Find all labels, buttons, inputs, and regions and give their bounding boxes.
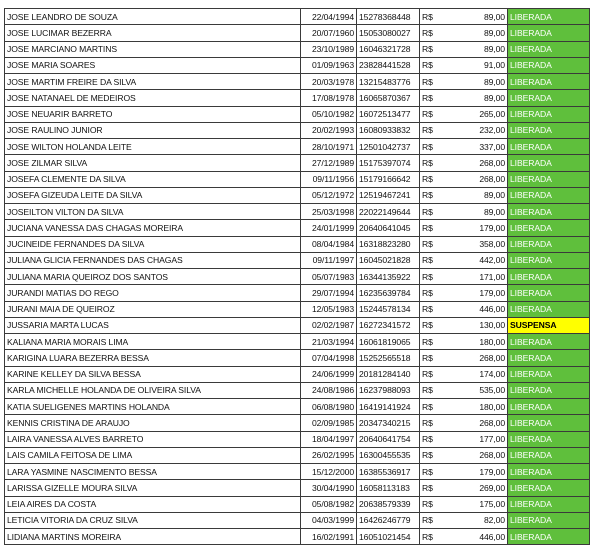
- id-number-cell: 23828441528: [357, 57, 420, 73]
- status-cell: LIBERADA: [508, 171, 590, 187]
- name-cell: LETICIA VITORIA DA CRUZ SILVA: [5, 512, 301, 528]
- table-row: [5, 204, 590, 220]
- id-number-cell: 16058113183: [357, 480, 420, 496]
- name-cell: LARA YASMINE NASCIMENTO BESSA: [5, 464, 301, 480]
- currency-cell: R$: [420, 399, 458, 415]
- currency-cell: R$: [420, 415, 458, 431]
- id-number-cell: 12519467241: [357, 187, 420, 203]
- id-number-cell: 13215483776: [357, 74, 420, 90]
- name-cell: LEIA AIRES DA COSTA: [5, 496, 301, 512]
- name-cell: JURANI MAIA DE QUEIROZ: [5, 301, 301, 317]
- name-cell: JOSE ZILMAR SILVA: [5, 155, 301, 171]
- currency-cell: R$: [420, 366, 458, 382]
- birth-date-cell: 21/03/1994: [301, 334, 357, 350]
- table-row: [5, 9, 590, 25]
- id-number-cell: 15179166642: [357, 171, 420, 187]
- currency-cell: R$: [420, 187, 458, 203]
- name-cell: LAIS CAMILA FEITOSA DE LIMA: [5, 447, 301, 463]
- amount-cell: 91,00: [458, 57, 508, 73]
- status-cell: LIBERADA: [508, 187, 590, 203]
- currency-cell: R$: [420, 464, 458, 480]
- birth-date-cell: 18/04/1997: [301, 431, 357, 447]
- birth-date-cell: 23/10/1989: [301, 41, 357, 57]
- status-cell: LIBERADA: [508, 57, 590, 73]
- table-row: [5, 464, 590, 480]
- birth-date-cell: 08/04/1984: [301, 236, 357, 252]
- table-row: [5, 106, 590, 122]
- id-number-cell: 20347340215: [357, 415, 420, 431]
- birth-date-cell: 24/01/1999: [301, 220, 357, 236]
- amount-cell: 89,00: [458, 74, 508, 90]
- name-cell: JOSEILTON VILTON DA SILVA: [5, 204, 301, 220]
- table-row: [5, 122, 590, 138]
- id-number-cell: 16426246779: [357, 512, 420, 528]
- currency-cell: R$: [420, 350, 458, 366]
- status-cell: LIBERADA: [508, 285, 590, 301]
- id-number-cell: 16419141924: [357, 399, 420, 415]
- currency-cell: R$: [420, 301, 458, 317]
- table-row: [5, 366, 590, 382]
- birth-date-cell: 02/02/1987: [301, 317, 357, 333]
- id-number-cell: 16318823280: [357, 236, 420, 252]
- amount-cell: 179,00: [458, 285, 508, 301]
- table-row: [5, 317, 590, 333]
- status-cell: LIBERADA: [508, 106, 590, 122]
- id-number-cell: 22022149644: [357, 204, 420, 220]
- status-cell: LIBERADA: [508, 512, 590, 528]
- currency-cell: R$: [420, 529, 458, 545]
- birth-date-cell: 30/04/1990: [301, 480, 357, 496]
- birth-date-cell: 04/03/1999: [301, 512, 357, 528]
- amount-cell: 446,00: [458, 529, 508, 545]
- status-cell: LIBERADA: [508, 334, 590, 350]
- currency-cell: R$: [420, 204, 458, 220]
- currency-cell: R$: [420, 9, 458, 25]
- amount-cell: 130,00: [458, 317, 508, 333]
- amount-cell: 89,00: [458, 204, 508, 220]
- table-row: [5, 187, 590, 203]
- table-row: [5, 155, 590, 171]
- birth-date-cell: 20/07/1960: [301, 25, 357, 41]
- status-cell: LIBERADA: [508, 399, 590, 415]
- birth-date-cell: 01/09/1963: [301, 57, 357, 73]
- name-cell: JOSEFA CLEMENTE DA SILVA: [5, 171, 301, 187]
- amount-cell: 177,00: [458, 431, 508, 447]
- currency-cell: R$: [420, 252, 458, 268]
- table-row: [5, 480, 590, 496]
- id-number-cell: 16237988093: [357, 382, 420, 398]
- id-number-cell: 16235639784: [357, 285, 420, 301]
- name-cell: KARIGINA LUARA BEZERRA BESSA: [5, 350, 301, 366]
- birth-date-cell: 22/04/1994: [301, 9, 357, 25]
- amount-cell: 268,00: [458, 350, 508, 366]
- amount-cell: 269,00: [458, 480, 508, 496]
- id-number-cell: 16385536917: [357, 464, 420, 480]
- birth-date-cell: 24/06/1999: [301, 366, 357, 382]
- amount-cell: 268,00: [458, 155, 508, 171]
- id-number-cell: 15053080027: [357, 25, 420, 41]
- name-cell: LAIRA VANESSA ALVES BARRETO: [5, 431, 301, 447]
- status-cell: LIBERADA: [508, 447, 590, 463]
- table-body: [5, 9, 590, 545]
- id-number-cell: 16272341572: [357, 317, 420, 333]
- name-cell: JUCINEIDE FERNANDES DA SILVA: [5, 236, 301, 252]
- name-cell: KENNIS CRISTINA DE ARAUJO: [5, 415, 301, 431]
- table-row: [5, 285, 590, 301]
- id-number-cell: 16300455535: [357, 447, 420, 463]
- currency-cell: R$: [420, 139, 458, 155]
- birth-date-cell: 05/10/1982: [301, 106, 357, 122]
- id-number-cell: 16344135922: [357, 269, 420, 285]
- table-row: [5, 171, 590, 187]
- id-number-cell: 15278368448: [357, 9, 420, 25]
- amount-cell: 89,00: [458, 41, 508, 57]
- id-number-cell: 16080933832: [357, 122, 420, 138]
- status-cell: LIBERADA: [508, 350, 590, 366]
- amount-cell: 171,00: [458, 269, 508, 285]
- amount-cell: 268,00: [458, 447, 508, 463]
- name-cell: JOSE MARIA SOARES: [5, 57, 301, 73]
- status-cell: LIBERADA: [508, 139, 590, 155]
- status-cell: LIBERADA: [508, 74, 590, 90]
- table-row: [5, 90, 590, 106]
- name-cell: LIDIANA MARTINS MOREIRA: [5, 529, 301, 545]
- birth-date-cell: 28/10/1971: [301, 139, 357, 155]
- table-row: [5, 252, 590, 268]
- amount-cell: 535,00: [458, 382, 508, 398]
- table-row: [5, 399, 590, 415]
- status-cell: LIBERADA: [508, 431, 590, 447]
- id-number-cell: 15252565518: [357, 350, 420, 366]
- name-cell: JUSSARIA MARTA LUCAS: [5, 317, 301, 333]
- name-cell: JOSE NATANAEL DE MEDEIROS: [5, 90, 301, 106]
- id-number-cell: 16061819065: [357, 334, 420, 350]
- status-cell: LIBERADA: [508, 301, 590, 317]
- id-number-cell: 16065870367: [357, 90, 420, 106]
- currency-cell: R$: [420, 447, 458, 463]
- status-cell: LIBERADA: [508, 269, 590, 285]
- id-number-cell: 16046321728: [357, 41, 420, 57]
- name-cell: JOSEFA GIZEUDA LEITE DA SILVA: [5, 187, 301, 203]
- table-row: [5, 350, 590, 366]
- amount-cell: 180,00: [458, 334, 508, 350]
- status-cell: LIBERADA: [508, 415, 590, 431]
- amount-cell: 180,00: [458, 399, 508, 415]
- currency-cell: R$: [420, 220, 458, 236]
- birth-date-cell: 16/02/1991: [301, 529, 357, 545]
- beneficiary-table: [4, 8, 590, 545]
- amount-cell: 268,00: [458, 171, 508, 187]
- id-number-cell: 20181284140: [357, 366, 420, 382]
- status-cell: LIBERADA: [508, 236, 590, 252]
- currency-cell: R$: [420, 41, 458, 57]
- status-cell: LIBERADA: [508, 366, 590, 382]
- currency-cell: R$: [420, 512, 458, 528]
- amount-cell: 175,00: [458, 496, 508, 512]
- status-cell: LIBERADA: [508, 464, 590, 480]
- status-cell: LIBERADA: [508, 382, 590, 398]
- name-cell: JULIANA GLICIA FERNANDES DAS CHAGAS: [5, 252, 301, 268]
- amount-cell: 337,00: [458, 139, 508, 155]
- name-cell: JOSE MARTIM FREIRE DA SILVA: [5, 74, 301, 90]
- birth-date-cell: 25/03/1998: [301, 204, 357, 220]
- currency-cell: R$: [420, 155, 458, 171]
- status-cell: LIBERADA: [508, 9, 590, 25]
- birth-date-cell: 07/04/1998: [301, 350, 357, 366]
- status-cell: LIBERADA: [508, 480, 590, 496]
- birth-date-cell: 20/03/1978: [301, 74, 357, 90]
- table-row: [5, 382, 590, 398]
- id-number-cell: 15175397074: [357, 155, 420, 171]
- status-cell: LIBERADA: [508, 220, 590, 236]
- id-number-cell: 20640641754: [357, 431, 420, 447]
- birth-date-cell: 06/08/1980: [301, 399, 357, 415]
- id-number-cell: 15244578134: [357, 301, 420, 317]
- birth-date-cell: 05/12/1972: [301, 187, 357, 203]
- status-cell: LIBERADA: [508, 41, 590, 57]
- status-cell: LIBERADA: [508, 155, 590, 171]
- currency-cell: R$: [420, 496, 458, 512]
- table-row: [5, 447, 590, 463]
- status-cell: LIBERADA: [508, 25, 590, 41]
- name-cell: JULIANA MARIA QUEIROZ DOS SANTOS: [5, 269, 301, 285]
- table-row: [5, 57, 590, 73]
- currency-cell: R$: [420, 480, 458, 496]
- birth-date-cell: 24/08/1986: [301, 382, 357, 398]
- name-cell: KATIA SUELIGENES MARTINS HOLANDA: [5, 399, 301, 415]
- name-cell: JOSE WILTON HOLANDA LEITE: [5, 139, 301, 155]
- id-number-cell: 20638579339: [357, 496, 420, 512]
- amount-cell: 89,00: [458, 90, 508, 106]
- table-row: [5, 415, 590, 431]
- amount-cell: 89,00: [458, 9, 508, 25]
- amount-cell: 174,00: [458, 366, 508, 382]
- currency-cell: R$: [420, 269, 458, 285]
- birth-date-cell: 15/12/2000: [301, 464, 357, 480]
- currency-cell: R$: [420, 236, 458, 252]
- id-number-cell: 16045021828: [357, 252, 420, 268]
- table-row: [5, 431, 590, 447]
- birth-date-cell: 09/11/1956: [301, 171, 357, 187]
- name-cell: KALIANA MARIA MORAIS LIMA: [5, 334, 301, 350]
- amount-cell: 82,00: [458, 512, 508, 528]
- birth-date-cell: 05/08/1982: [301, 496, 357, 512]
- birth-date-cell: 27/12/1989: [301, 155, 357, 171]
- id-number-cell: 20640641045: [357, 220, 420, 236]
- birth-date-cell: 29/07/1994: [301, 285, 357, 301]
- name-cell: JOSE LEANDRO DE SOUZA: [5, 9, 301, 25]
- status-cell: LIBERADA: [508, 204, 590, 220]
- id-number-cell: 12501042737: [357, 139, 420, 155]
- currency-cell: R$: [420, 25, 458, 41]
- name-cell: JOSE MARCIANO MARTINS: [5, 41, 301, 57]
- currency-cell: R$: [420, 382, 458, 398]
- currency-cell: R$: [420, 431, 458, 447]
- currency-cell: R$: [420, 122, 458, 138]
- birth-date-cell: 26/02/1995: [301, 447, 357, 463]
- table-row: [5, 220, 590, 236]
- table-row: [5, 139, 590, 155]
- birth-date-cell: 20/02/1993: [301, 122, 357, 138]
- table-row: [5, 334, 590, 350]
- table-row: [5, 236, 590, 252]
- table-row: [5, 41, 590, 57]
- status-cell: LIBERADA: [508, 90, 590, 106]
- amount-cell: 179,00: [458, 220, 508, 236]
- name-cell: KARLA MICHELLE HOLANDA DE OLIVEIRA SILVA: [5, 382, 301, 398]
- table-row: [5, 269, 590, 285]
- table-row: [5, 529, 590, 545]
- currency-cell: R$: [420, 74, 458, 90]
- status-cell: LIBERADA: [508, 122, 590, 138]
- name-cell: KARINE KELLEY DA SILVA BESSA: [5, 366, 301, 382]
- amount-cell: 446,00: [458, 301, 508, 317]
- currency-cell: R$: [420, 317, 458, 333]
- name-cell: JOSE LUCIMAR BEZERRA: [5, 25, 301, 41]
- name-cell: JOSE RAULINO JUNIOR: [5, 122, 301, 138]
- amount-cell: 268,00: [458, 415, 508, 431]
- birth-date-cell: 02/09/1985: [301, 415, 357, 431]
- table-row: [5, 74, 590, 90]
- status-cell: LIBERADA: [508, 529, 590, 545]
- birth-date-cell: 17/08/1978: [301, 90, 357, 106]
- currency-cell: R$: [420, 285, 458, 301]
- name-cell: JURANDI MATIAS DO REGO: [5, 285, 301, 301]
- amount-cell: 89,00: [458, 187, 508, 203]
- amount-cell: 265,00: [458, 106, 508, 122]
- amount-cell: 232,00: [458, 122, 508, 138]
- name-cell: LARISSA GIZELLE MOURA SILVA: [5, 480, 301, 496]
- status-cell: LIBERADA: [508, 252, 590, 268]
- table-row: [5, 512, 590, 528]
- birth-date-cell: 12/05/1983: [301, 301, 357, 317]
- currency-cell: R$: [420, 171, 458, 187]
- id-number-cell: 16051021454: [357, 529, 420, 545]
- birth-date-cell: 09/11/1997: [301, 252, 357, 268]
- status-cell: LIBERADA: [508, 496, 590, 512]
- table-row: [5, 301, 590, 317]
- id-number-cell: 16072513477: [357, 106, 420, 122]
- table-row: [5, 496, 590, 512]
- currency-cell: R$: [420, 106, 458, 122]
- amount-cell: 358,00: [458, 236, 508, 252]
- currency-cell: R$: [420, 57, 458, 73]
- status-cell: SUSPENSA: [508, 317, 590, 333]
- currency-cell: R$: [420, 334, 458, 350]
- amount-cell: 179,00: [458, 464, 508, 480]
- name-cell: JOSE NEUARIR BARRETO: [5, 106, 301, 122]
- name-cell: JUCIANA VANESSA DAS CHAGAS MOREIRA: [5, 220, 301, 236]
- amount-cell: 89,00: [458, 25, 508, 41]
- birth-date-cell: 05/07/1983: [301, 269, 357, 285]
- amount-cell: 442,00: [458, 252, 508, 268]
- currency-cell: R$: [420, 90, 458, 106]
- table-row: [5, 25, 590, 41]
